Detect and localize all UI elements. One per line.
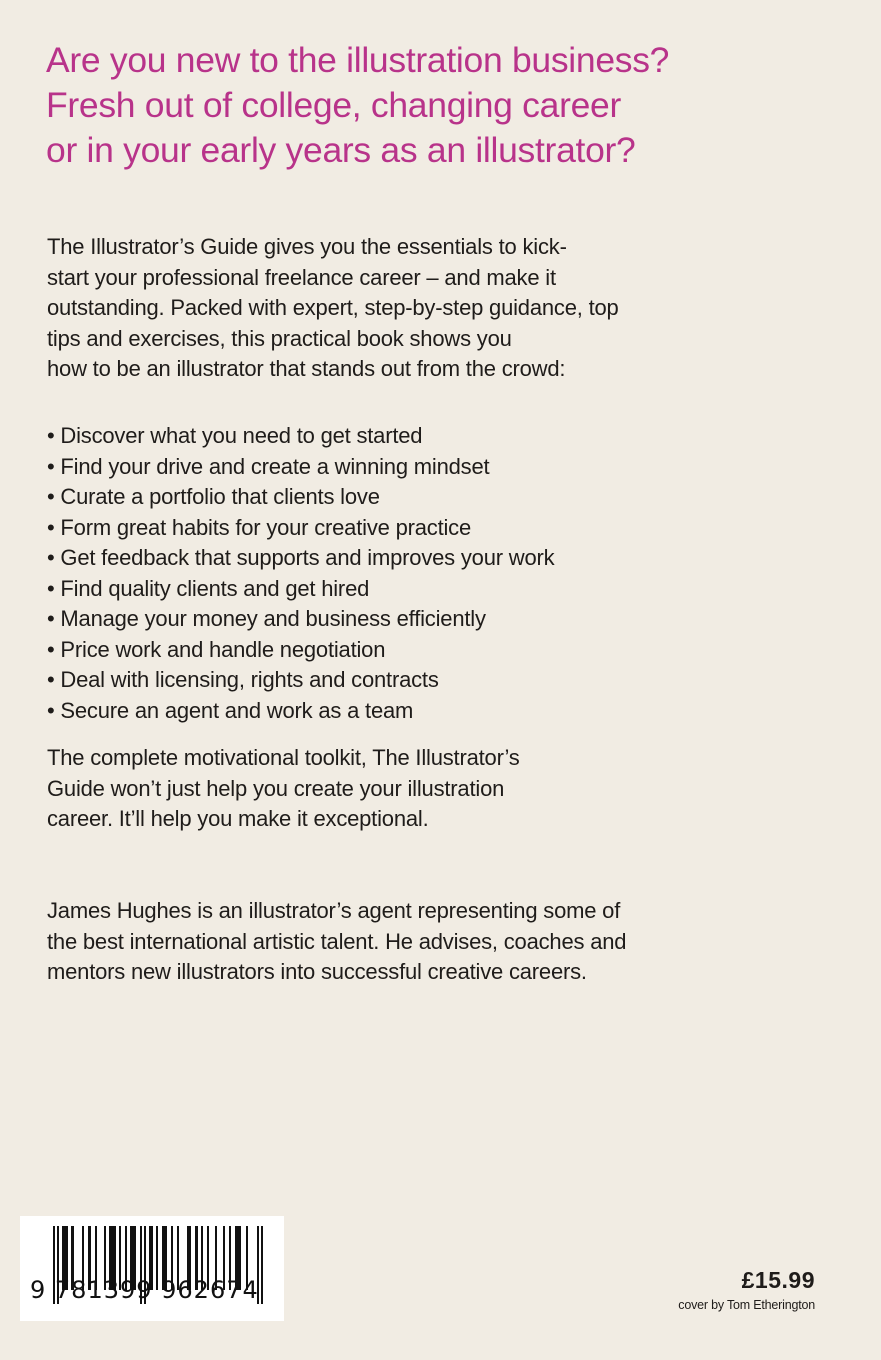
text-line: The complete motivational toolkit, The Illustrator’s [47,745,520,770]
text-line: how to be an illustrator that stands out from the crowd: [47,356,566,381]
list-item: • Secure an agent and work as a team [47,697,414,723]
list-item: • Curate a portfolio that clients love [47,484,380,509]
text-line: start your professional freelance career – and make it [47,264,556,290]
list-item: • Form great habits for your creative practice [47,514,472,540]
list-item: • Deal with licensing, rights and contracts [47,667,439,692]
text-line: mentors new illustrators into successful creative careers. [47,959,587,984]
intro-paragraph [47,232,867,385]
list-item: • Discover what you need to get started [47,423,423,448]
author-bio [47,896,867,988]
list-item: • Get feedback that supports and improves your work [47,545,555,570]
headline-line: Are you new to the illustration business? [46,40,670,80]
text-line: James Hughes is an illustrator’s agent representing some of [47,898,621,923]
headline-line: or in your early years as an illustrator? [46,130,636,170]
text-line: The Illustrator’s Guide gives you the essentials to kick- [47,234,567,259]
list-item: • Manage your money and business efficiently [47,606,486,631]
barcode [20,1216,284,1321]
cover-credit: cover by Tom Etherington [678,1298,815,1312]
list-item: • Find quality clients and get hired [47,575,370,601]
text-line: Guide won’t just help you create your illustration [47,775,505,801]
isbn-digits: 9 781399 962674 [30,1276,259,1304]
price: £15.99 [741,1267,815,1293]
text-line: career. It’ll help you make it exceptional. [47,806,429,831]
closing-paragraph [47,743,867,835]
bullet-list [47,421,867,726]
text-line: the best international artistic talent. He advises, coaches and [47,928,627,954]
list-item: • Price work and handle negotiation [47,636,386,662]
headline [46,38,866,173]
text-line: outstanding. Packed with expert, step-by-step guidance, top [47,295,619,320]
headline-line: Fresh out of college, changing career [46,85,621,125]
list-item: • Find your drive and create a winning mindset [47,453,490,479]
text-line: tips and exercises, this practical book shows you [47,325,512,351]
